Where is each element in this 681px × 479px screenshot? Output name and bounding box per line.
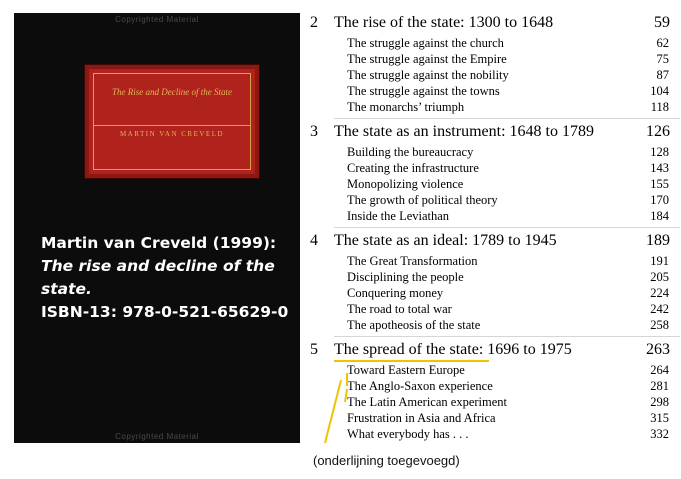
section-title: Conquering money [347,286,444,300]
chapter-page: 126 [646,123,670,140]
section-row [310,209,670,225]
copyright-top: Copyrighted Material [115,15,199,24]
section-title: Disciplining the people [347,270,464,284]
section-row [310,68,670,84]
section-page: 224 [650,286,669,300]
title-underline [334,360,489,362]
cover-title-plate [85,65,259,178]
section-title: The apotheosis of the state [347,318,481,332]
chapter-title: The rise of the state: 1300 to 1648 [334,14,554,31]
section-page: 242 [650,302,669,316]
section-row [310,36,670,52]
chapter-title: The state as an instrument: 1648 to 1789 [334,123,594,140]
section-row [310,379,670,395]
chapter-number: 3 [310,123,318,140]
section-page: 205 [650,270,669,284]
section-title: The struggle against the towns [347,84,500,98]
section-row [310,52,670,68]
chapter-number: 5 [310,341,318,358]
annotation-note: (onderlijning toegevoegd) [313,453,460,468]
chapter-3 [310,123,670,225]
section-row [310,100,670,116]
chapter-5 [310,341,670,443]
section-page: 118 [650,100,669,114]
section-title: Creating the infrastructure [347,161,479,175]
section-page: 87 [656,68,669,82]
section-title: The road to total war [347,302,452,316]
plate-author: MARTIN VAN CREVELD [119,130,225,138]
section-row [310,161,670,177]
section-page: 128 [650,145,669,159]
section-page: 170 [650,193,669,207]
section-row [310,427,670,443]
section-row [310,302,670,318]
section-title: What everybody has . . . [347,427,469,441]
caption-title-2: state. [41,280,92,298]
section-title: Inside the Leviathan [347,209,450,223]
caption-author-year: Martin van Creveld (1999): [41,234,277,252]
chapter-2 [310,14,670,116]
section-row [310,177,670,193]
chapter-page: 59 [654,14,670,31]
section-row [310,286,670,302]
section-page: 264 [650,363,669,377]
book-cover [14,13,300,443]
chapter-title: The spread of the state: 1696 to 1975 [334,341,572,358]
section-title: Monopolizing violence [347,177,464,191]
section-page: 332 [650,427,669,441]
section-title: The struggle against the nobility [347,68,509,82]
plate-rule [93,125,251,126]
section-title: Building the bureaucracy [347,145,474,159]
chapter-number: 4 [310,232,318,249]
section-page: 62 [656,36,669,50]
caption-isbn: ISBN-13: 978-0-521-65629-0 [41,303,289,321]
chapter-page: 263 [646,341,670,358]
section-title: The monarchs’ triumph [347,100,465,114]
chapter-divider [334,118,680,119]
section-page: 191 [650,254,669,268]
chapter-heading [310,14,670,36]
section-page: 184 [650,209,669,223]
section-title: The growth of political theory [347,193,498,207]
section-row [310,395,670,411]
book-caption [41,232,288,324]
section-title: The Anglo-Saxon experience [347,379,493,393]
section-page: 298 [650,395,669,409]
chapter-heading [310,232,670,254]
section-row [310,254,670,270]
section-row [310,193,670,209]
section-page: 155 [650,177,669,191]
copyright-bottom: Copyrighted Material [115,432,199,441]
section-title: The Latin American experiment [347,395,508,409]
section-row [310,84,670,100]
section-row [310,270,670,286]
chapter-divider [334,227,680,228]
plate-title: The Rise and Decline of the State [112,87,232,97]
caption-title-1: The rise and decline of the [41,257,275,275]
section-page: 258 [650,318,669,332]
section-page: 104 [650,84,669,98]
chapter-page: 189 [646,232,670,249]
chapter-heading [310,123,670,145]
section-row [310,411,670,427]
chapter-number: 2 [310,14,318,31]
section-title: The struggle against the church [347,36,504,50]
section-page: 281 [650,379,669,393]
section-title: The struggle against the Empire [347,52,507,66]
section-page: 315 [650,411,669,425]
section-title: Frustration in Asia and Africa [347,411,496,425]
section-page: 143 [650,161,669,175]
section-row [310,363,670,379]
section-title: Toward Eastern Europe [347,363,465,377]
section-row [310,318,670,334]
section-title: The Great Transformation [347,254,478,268]
chapter-divider [334,336,680,337]
chapter-4 [310,232,670,334]
section-page: 75 [656,52,669,66]
section-row [310,145,670,161]
chapter-title: The state as an ideal: 1789 to 1945 [334,232,557,249]
